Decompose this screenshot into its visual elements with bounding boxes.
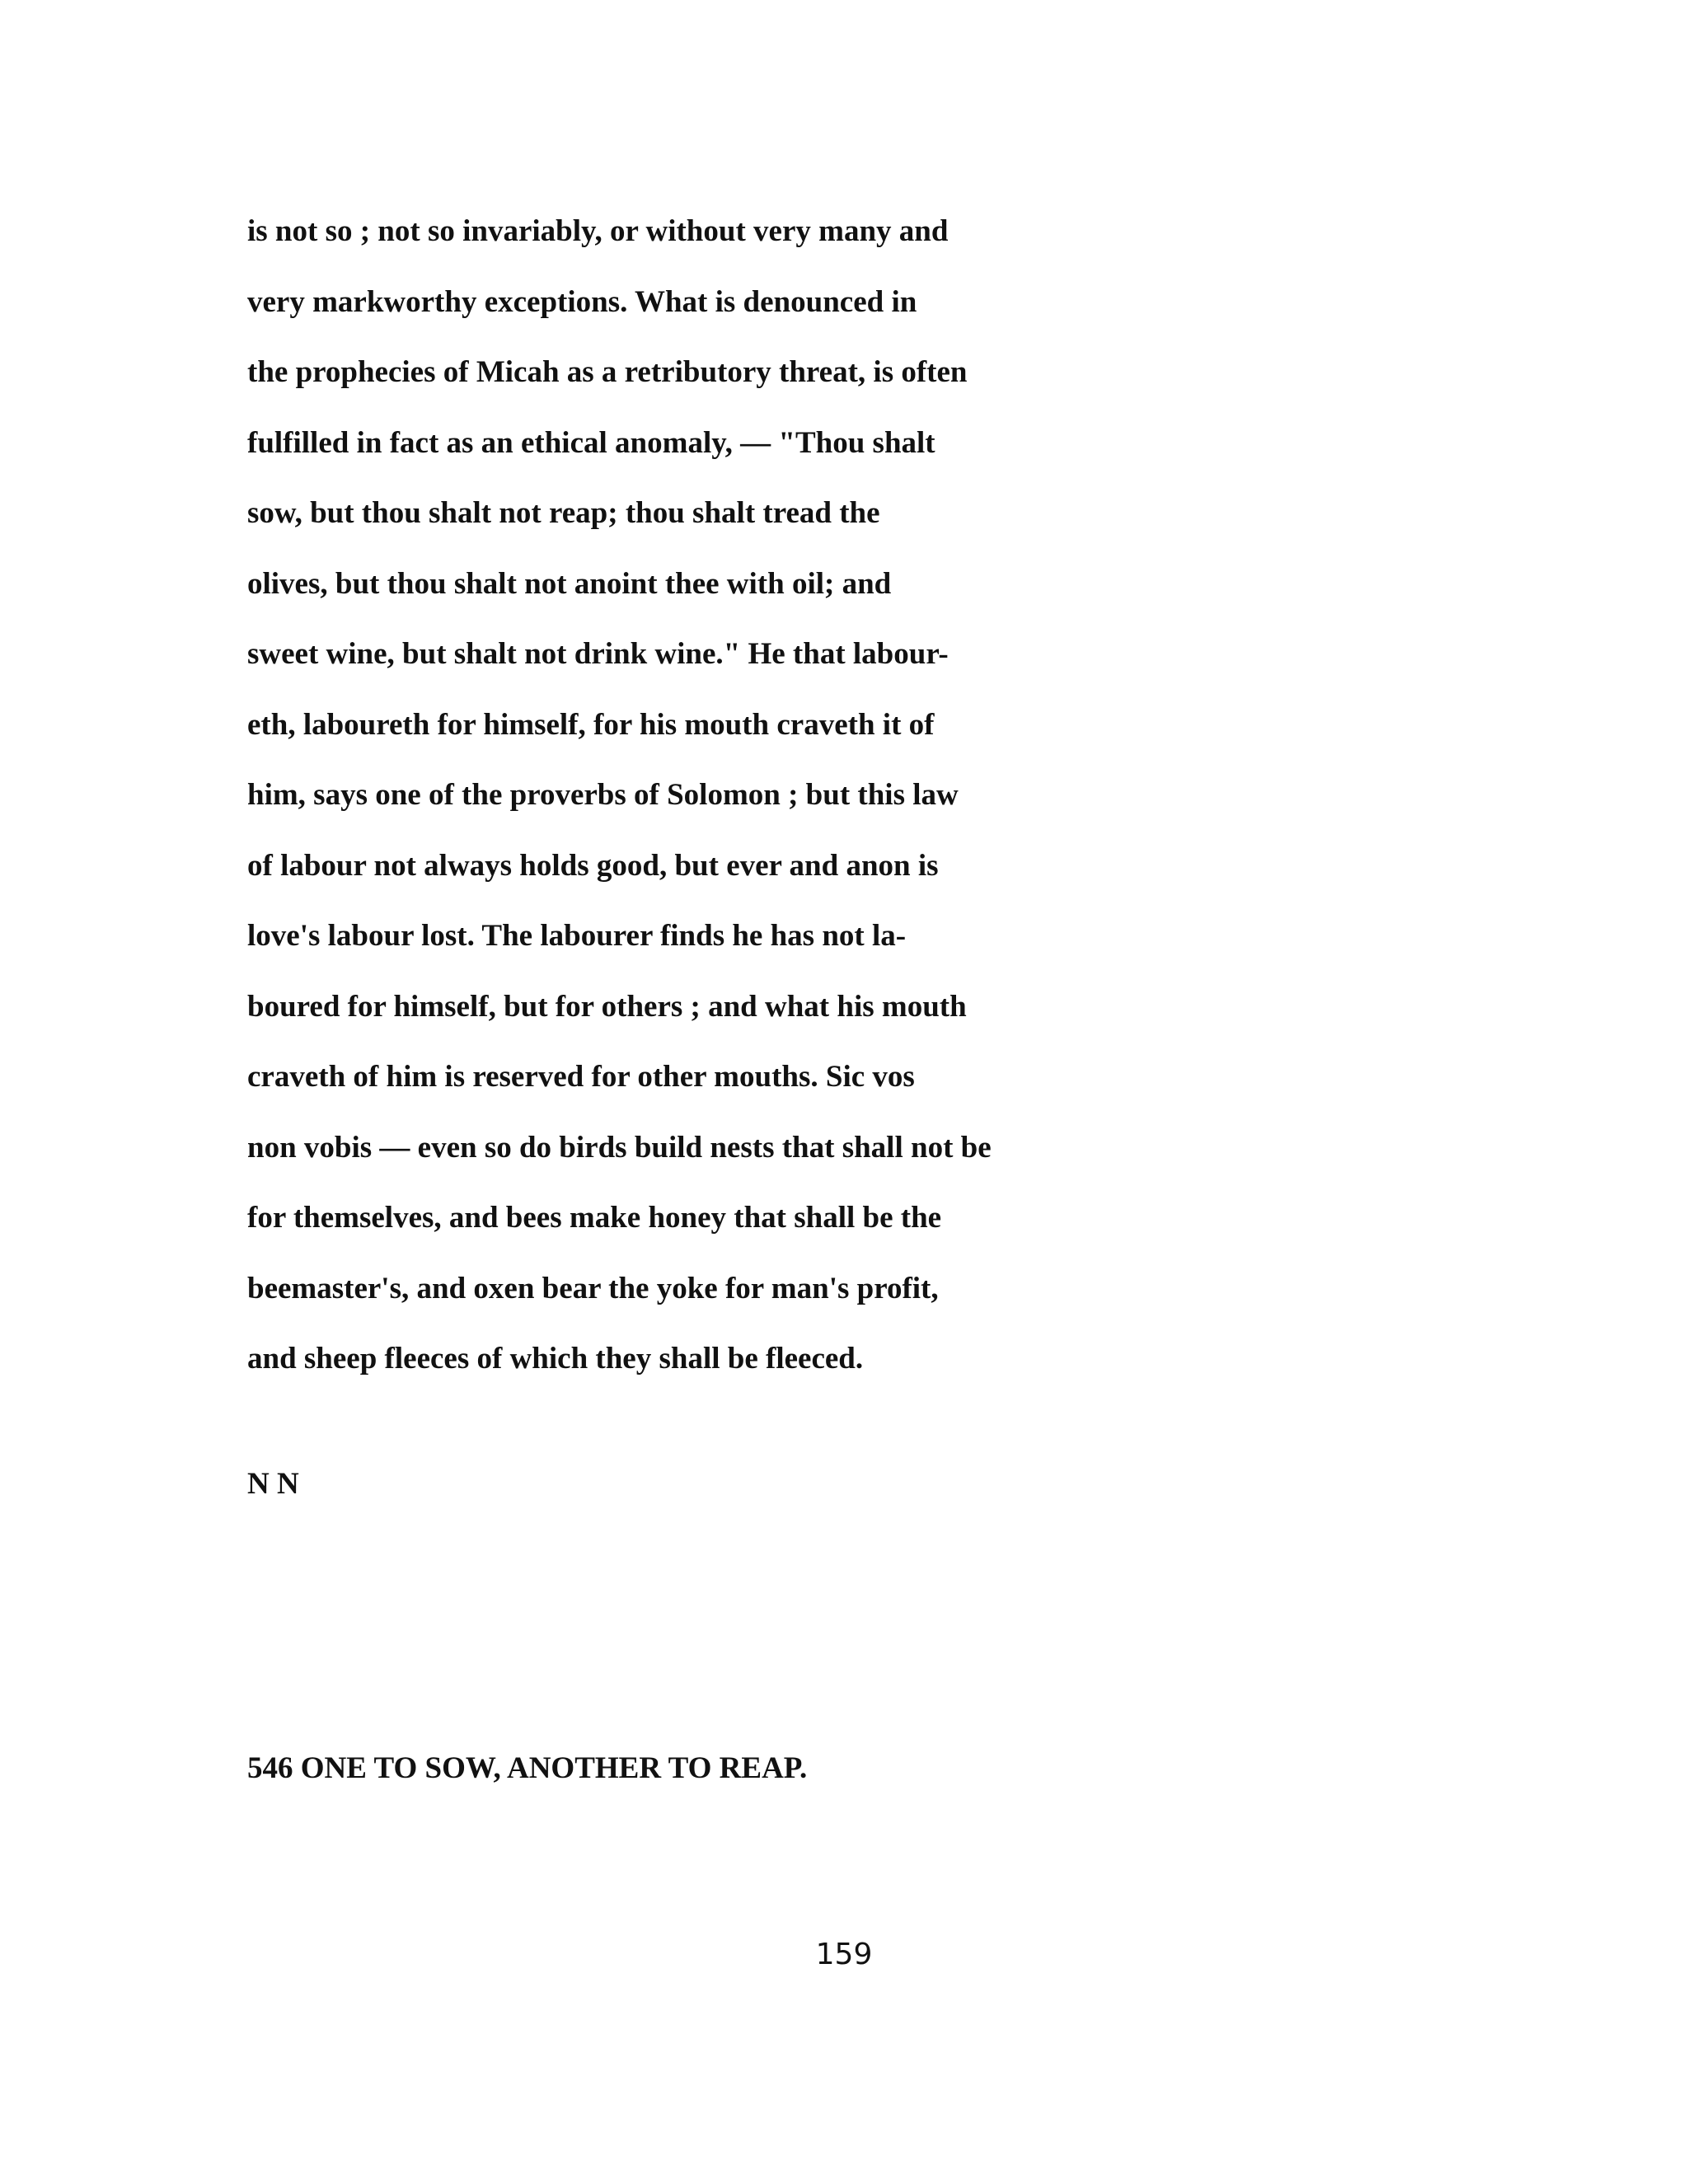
body-text	[247, 196, 1484, 1394]
text-line: is not so ; not so invariably, or without very many and	[247, 214, 949, 248]
text-line: the prophecies of Micah as a retributory threat, is often	[247, 355, 968, 389]
text-line: of labour not always holds good, but ever and anon is	[247, 848, 939, 883]
text-line: boured for himself, but for others ; and what his mouth	[247, 989, 967, 1024]
text-line: craveth of him is reserved for other mouths. Sic vos	[247, 1060, 915, 1094]
text-line: love's labour lost. The labourer finds he has not la-	[247, 919, 907, 953]
page-number: 159	[815, 1938, 873, 1971]
text-line: sweet wine, but shalt not drink wine." He that labour-	[247, 637, 949, 671]
text-line: beemaster's, and oxen bear the yoke for man's profit,	[247, 1271, 939, 1305]
signature-mark: N N	[247, 1467, 299, 1501]
text-line: eth, laboureth for himself, for his mouth craveth it of	[247, 707, 935, 742]
running-head: 546 ONE TO SOW, ANOTHER TO REAP.	[247, 1751, 808, 1785]
text-line: for themselves, and bees make honey that shall be the	[247, 1201, 942, 1235]
text-line: fulfilled in fact as an ethical anomaly, — "Thou shalt	[247, 425, 935, 460]
text-line: non vobis — even so do birds build nests that shall not be	[247, 1130, 992, 1165]
text-line: very markworthy exceptions. What is denounced in	[247, 284, 917, 319]
text-line: him, says one of the proverbs of Solomon ; but this law	[247, 778, 959, 812]
text-line: olives, but thou shalt not anoint thee with oil; and	[247, 566, 892, 601]
text-line: and sheep fleeces of which they shall be fleeced.	[247, 1342, 864, 1376]
text-line: sow, but thou shalt not reap; thou shalt tread the	[247, 496, 880, 530]
